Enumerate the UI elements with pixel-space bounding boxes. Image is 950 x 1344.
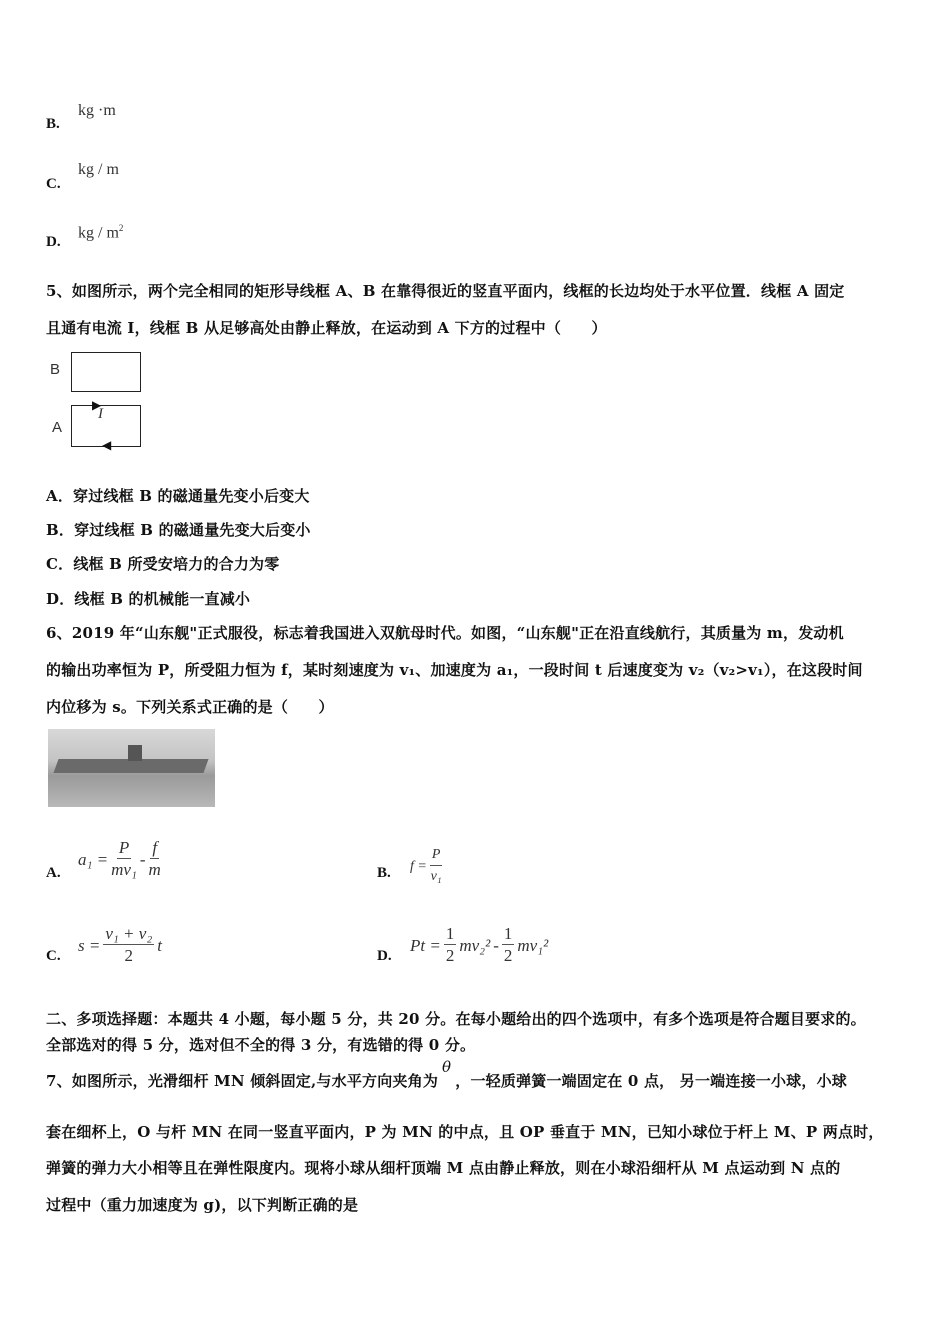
q6-formula-d [410, 924, 548, 967]
denominator: v₁ [430, 869, 442, 884]
fraction [444, 924, 457, 967]
q6-line-1: 6、2019 年“山东舰"正式服役，标志着我国进入双航母时代。如图，“山东舰"正在沿直线航行，其质量为 m，发动机 [46, 624, 844, 642]
current-label: I [98, 406, 103, 422]
q6-option-d-label: D. [377, 948, 392, 964]
fraction [103, 924, 154, 967]
formula-lhs: a₁ = [78, 849, 109, 869]
option-c-unit: kg / m [78, 161, 119, 178]
option-b-label: B. [46, 116, 60, 132]
q7-text: 7、如图所示，光滑细杆 MN 倾斜固定,与水平方向夹角为 [46, 1072, 439, 1090]
aircraft-carrier-image [48, 729, 215, 807]
q5-option-c: C．线框 B 所受安培力的合力为零 [46, 555, 280, 573]
q5-line-2: 且通有电流 I，线框 B 从足够高处由静止释放，在运动到 A 下方的过程中（ ） [46, 319, 607, 337]
q6-line-2: 的输出功率恒为 P，所受阻力恒为 f，某时刻速度为 v₁、加速度为 a₁，一段时间 t 后速度变为 v₂（v₂>v₁），在这段时间 [46, 661, 863, 679]
arrow-left-icon: ◀ [102, 438, 112, 452]
section2-line-1: 二、多项选择题：本题共 4 小题，每小题 5 分，共 20 分。在每小题给出的四个选项中，有多个选项是符合题目要求的。 [46, 1010, 866, 1028]
arrow-right-icon: ▶ [92, 398, 102, 412]
numerator: P [430, 845, 443, 866]
operator: - [493, 935, 499, 955]
section2-line-2: 全部选对的得 5 分，选对但不全的得 3 分，有选错的得 0 分。 [46, 1036, 476, 1054]
denominator: 2 [445, 946, 455, 965]
q5-line-1: 5、如图所示，两个完全相同的矩形导线框 A、B 在靠得很近的竖直平面内，线框的长边均处于水平位置．线框 A 固定 [46, 282, 845, 300]
numerator: 1 [445, 924, 455, 943]
q5-option-a: A．穿过线框 B 的磁通量先变小后变大 [46, 487, 310, 505]
unit-text: kg / m [78, 224, 119, 242]
fraction [502, 924, 515, 967]
fraction [111, 838, 137, 881]
q5-option-d: D．线框 B 的机械能一直减小 [46, 590, 251, 608]
q7-line-2: 套在细杯上，O 与杆 MN 在同一竖直平面内，P 为 MN 的中点，且 OP 垂直于 MN，已知小球位于杆上 M、P 两点时， [46, 1123, 884, 1141]
q6-formula-c [78, 924, 162, 967]
theta-symbol: θ [442, 1058, 452, 1076]
option-d-unit [78, 223, 123, 242]
q7-line-3: 弹簧的弹力大小相等且在弹性限度内。现将小球从细杆顶端 M 点由静止释放，则在小球沿细杆从 M 点运动到 N 点的 [46, 1159, 841, 1177]
option-d-label: D. [46, 234, 61, 250]
frame-b [71, 352, 141, 392]
option-b-unit: kg ·m [78, 102, 116, 119]
operator: - [139, 849, 146, 869]
formula-lhs: f = [410, 858, 427, 874]
q6-option-c-label: C. [46, 948, 61, 964]
figure-label-b: B [50, 361, 61, 378]
q7-line-1 [46, 1058, 847, 1091]
denominator: mv₁ [111, 860, 137, 879]
q6-line-3: 内位移为 s。下列关系式正确的是（ ） [46, 698, 334, 716]
numerator: P [118, 838, 130, 857]
fraction [430, 845, 443, 888]
formula-lhs: s = [78, 935, 101, 955]
option-c-label: C. [46, 176, 61, 192]
numerator: f [152, 838, 158, 857]
unit-exponent: 2 [118, 223, 124, 233]
q7-text: ，一轻质弹簧一端固定在 0 点， 另一端连接一小球，小球 [455, 1072, 847, 1090]
term: mv₁² [517, 935, 549, 955]
denominator: 2 [503, 946, 513, 965]
fraction [149, 838, 161, 881]
formula-tail: t [157, 935, 162, 955]
q6-formula-b [410, 845, 442, 888]
denominator: m [148, 860, 161, 879]
q7-line-4: 过程中（重力加速度为 g)，以下判断正确的是 [46, 1196, 359, 1214]
numerator: v₁ + v₂ [105, 924, 153, 943]
q6-formula-a [78, 838, 161, 881]
q5-option-b: B．穿过线框 B 的磁通量先变大后变小 [46, 521, 311, 539]
term: mv₂² [459, 935, 491, 955]
figure-label-a: A [52, 419, 63, 436]
q6-option-a-label: A. [46, 865, 61, 881]
denominator: 2 [124, 946, 134, 965]
q6-option-b-label: B. [377, 865, 391, 881]
numerator: 1 [503, 924, 513, 943]
formula-lhs: Pt = [410, 935, 441, 955]
